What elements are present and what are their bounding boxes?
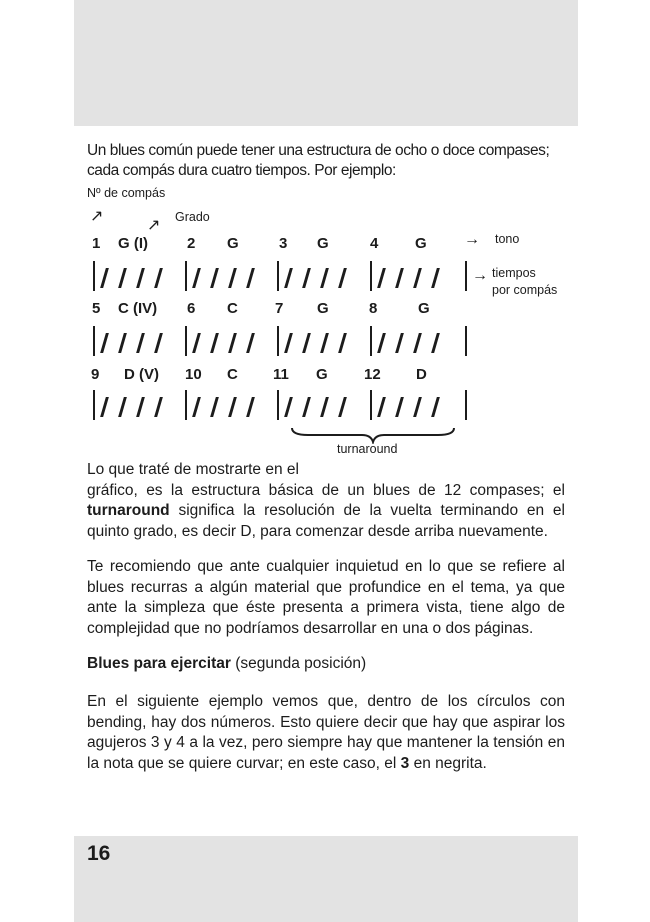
beat-slash [192,397,200,417]
paragraph-1-text-end: significa la resolución de la vuelta terminando en el quinto grado, es decir D, para comenzar desde arriba nuevamente. [87,502,565,540]
chord-label: D (V) [124,366,159,383]
beat-slash [413,268,421,288]
barline [185,261,187,291]
arrow-right-icon: → [464,231,480,248]
barline [370,390,372,420]
turnaround-label: turnaround [337,442,398,456]
beat-slash [192,333,200,353]
paragraph-1-text: gráfico, es la estructura básica de un blues de 12 compases; el [87,481,565,499]
page-number: 16 [87,842,111,865]
chord-label: G [317,235,329,252]
beat-slash [136,268,144,288]
barline [370,326,372,356]
beat-bars-row-2 [87,326,487,360]
beat-slash [338,333,346,353]
beat-slash [228,333,236,353]
paragraph-3-text: En el siguiente ejemplo vemos que, dentro de los círculos con bending, hay dos números. Esto quiere decir que hay que aspirar los agujeros 3 y 4 a la vez, pero siempre hay que mantener la tensión en la nota que se quiere curvar; en este caso, el [87,693,565,772]
beats-label-line2: por compás [492,283,558,297]
arrow-up-right-icon: ↗ [147,217,161,234]
beat-slash [100,333,108,353]
measure-number: 4 [370,235,379,252]
measure-number: 11 [273,366,289,383]
barline [370,261,372,291]
beat-slash [413,333,421,353]
beat-slash [413,397,421,417]
beat-slash [431,333,439,353]
beat-slash [302,397,310,417]
barline [465,390,467,420]
barline [185,326,187,356]
beat-slash [154,333,162,353]
chord-label: C (IV) [118,300,158,317]
barline [93,390,95,420]
beat-slash [246,268,254,288]
chord-label: G [227,235,239,252]
beat-slash [395,268,403,288]
chord-row-1 [0,235,650,257]
barline [185,390,187,420]
beats-label-line1: tiempos [492,266,536,280]
beat-slash [284,397,292,417]
measure-number-label: Nº de compás [87,186,166,200]
beat-slash [302,333,310,353]
paragraph-3-bold-number: 3 [400,754,410,772]
beat-slash [377,333,385,353]
chord-label: G [418,300,430,317]
barline [277,390,279,420]
chord-label: C [227,366,238,383]
measure-number: 3 [279,235,288,252]
chord-row-3 [0,366,650,388]
beat-slash [377,397,385,417]
measure-number: 5 [92,300,101,317]
measure-number: 7 [275,300,284,317]
beat-slash [192,268,200,288]
barline [277,261,279,291]
paragraph-1-line1: Lo que traté de mostrarte en el [87,461,299,478]
beat-slash [338,268,346,288]
chord-label: D [416,366,427,383]
beat-slash [338,397,346,417]
barline [465,326,467,356]
section-heading-subtitle: (segunda posición) [230,655,367,672]
beat-slash [228,397,236,417]
barline [93,261,95,291]
beat-bars-row-3 [87,390,487,424]
beat-slash [395,333,403,353]
beat-slash [377,268,385,288]
measure-number: 1 [92,235,101,252]
barline [93,326,95,356]
beat-slash [246,333,254,353]
beat-slash [118,268,126,288]
beat-slash [210,333,218,353]
beat-slash [100,397,108,417]
beat-slash [284,333,292,353]
beat-bars-row-1 [87,261,487,295]
section-heading [87,654,366,674]
section-heading-bold: Blues para ejercitar [87,655,231,672]
chord-label: G (I) [118,235,148,252]
beat-slash [246,397,254,417]
beat-slash [320,268,328,288]
barline [277,326,279,356]
top-margin-band [74,0,578,126]
chord-label: G [316,366,328,383]
arrow-up-icon: ↗ [90,208,104,225]
paragraph-1 [87,460,565,542]
measure-number: 2 [187,235,196,252]
paragraph-1-body [87,481,565,543]
paragraph-3-text-end: en negrita. [409,754,487,772]
degree-label: Grado [175,210,210,224]
beat-slash [136,397,144,417]
beat-slash [320,397,328,417]
measure-number: 9 [91,366,100,383]
beat-slash [118,397,126,417]
paragraph-2: Te recomiendo que ante cualquier inquietud en lo que se refiere al blues recurras a algún material que profundice en el tema, ya que ante la simpleza que éste presenta a primera vista, tiene algo de complejidad que no podríamos desarrollar en una o dos páginas. [87,558,565,637]
beat-slash [154,268,162,288]
arrow-right-icon: → [472,267,488,284]
beat-slash [136,333,144,353]
barline [465,261,467,291]
beat-slash [210,268,218,288]
paragraph-3 [87,692,565,774]
beat-slash [228,268,236,288]
intro-paragraph: Un blues común puede tener una estructura de ocho o doce compases; cada compás dura cuatro tiempos. Por ejemplo: [87,142,550,179]
beat-slash [154,397,162,417]
bottom-margin-band [74,836,578,922]
measure-number: 10 [185,366,202,383]
chord-label: G [415,235,427,252]
beat-slash [284,268,292,288]
beat-slash [395,397,403,417]
measure-number: 8 [369,300,378,317]
beat-slash [210,397,218,417]
key-label: tono [495,232,520,246]
beat-slash [431,397,439,417]
chord-label: G [317,300,329,317]
measure-number: 6 [187,300,196,317]
beat-slash [100,268,108,288]
chord-row-2 [0,300,650,322]
beat-slash [118,333,126,353]
chord-label: C [227,300,238,317]
beat-slash [320,333,328,353]
turnaround-term: turnaround [87,502,170,519]
measure-number: 12 [364,366,381,383]
beat-slash [431,268,439,288]
beat-slash [302,268,310,288]
